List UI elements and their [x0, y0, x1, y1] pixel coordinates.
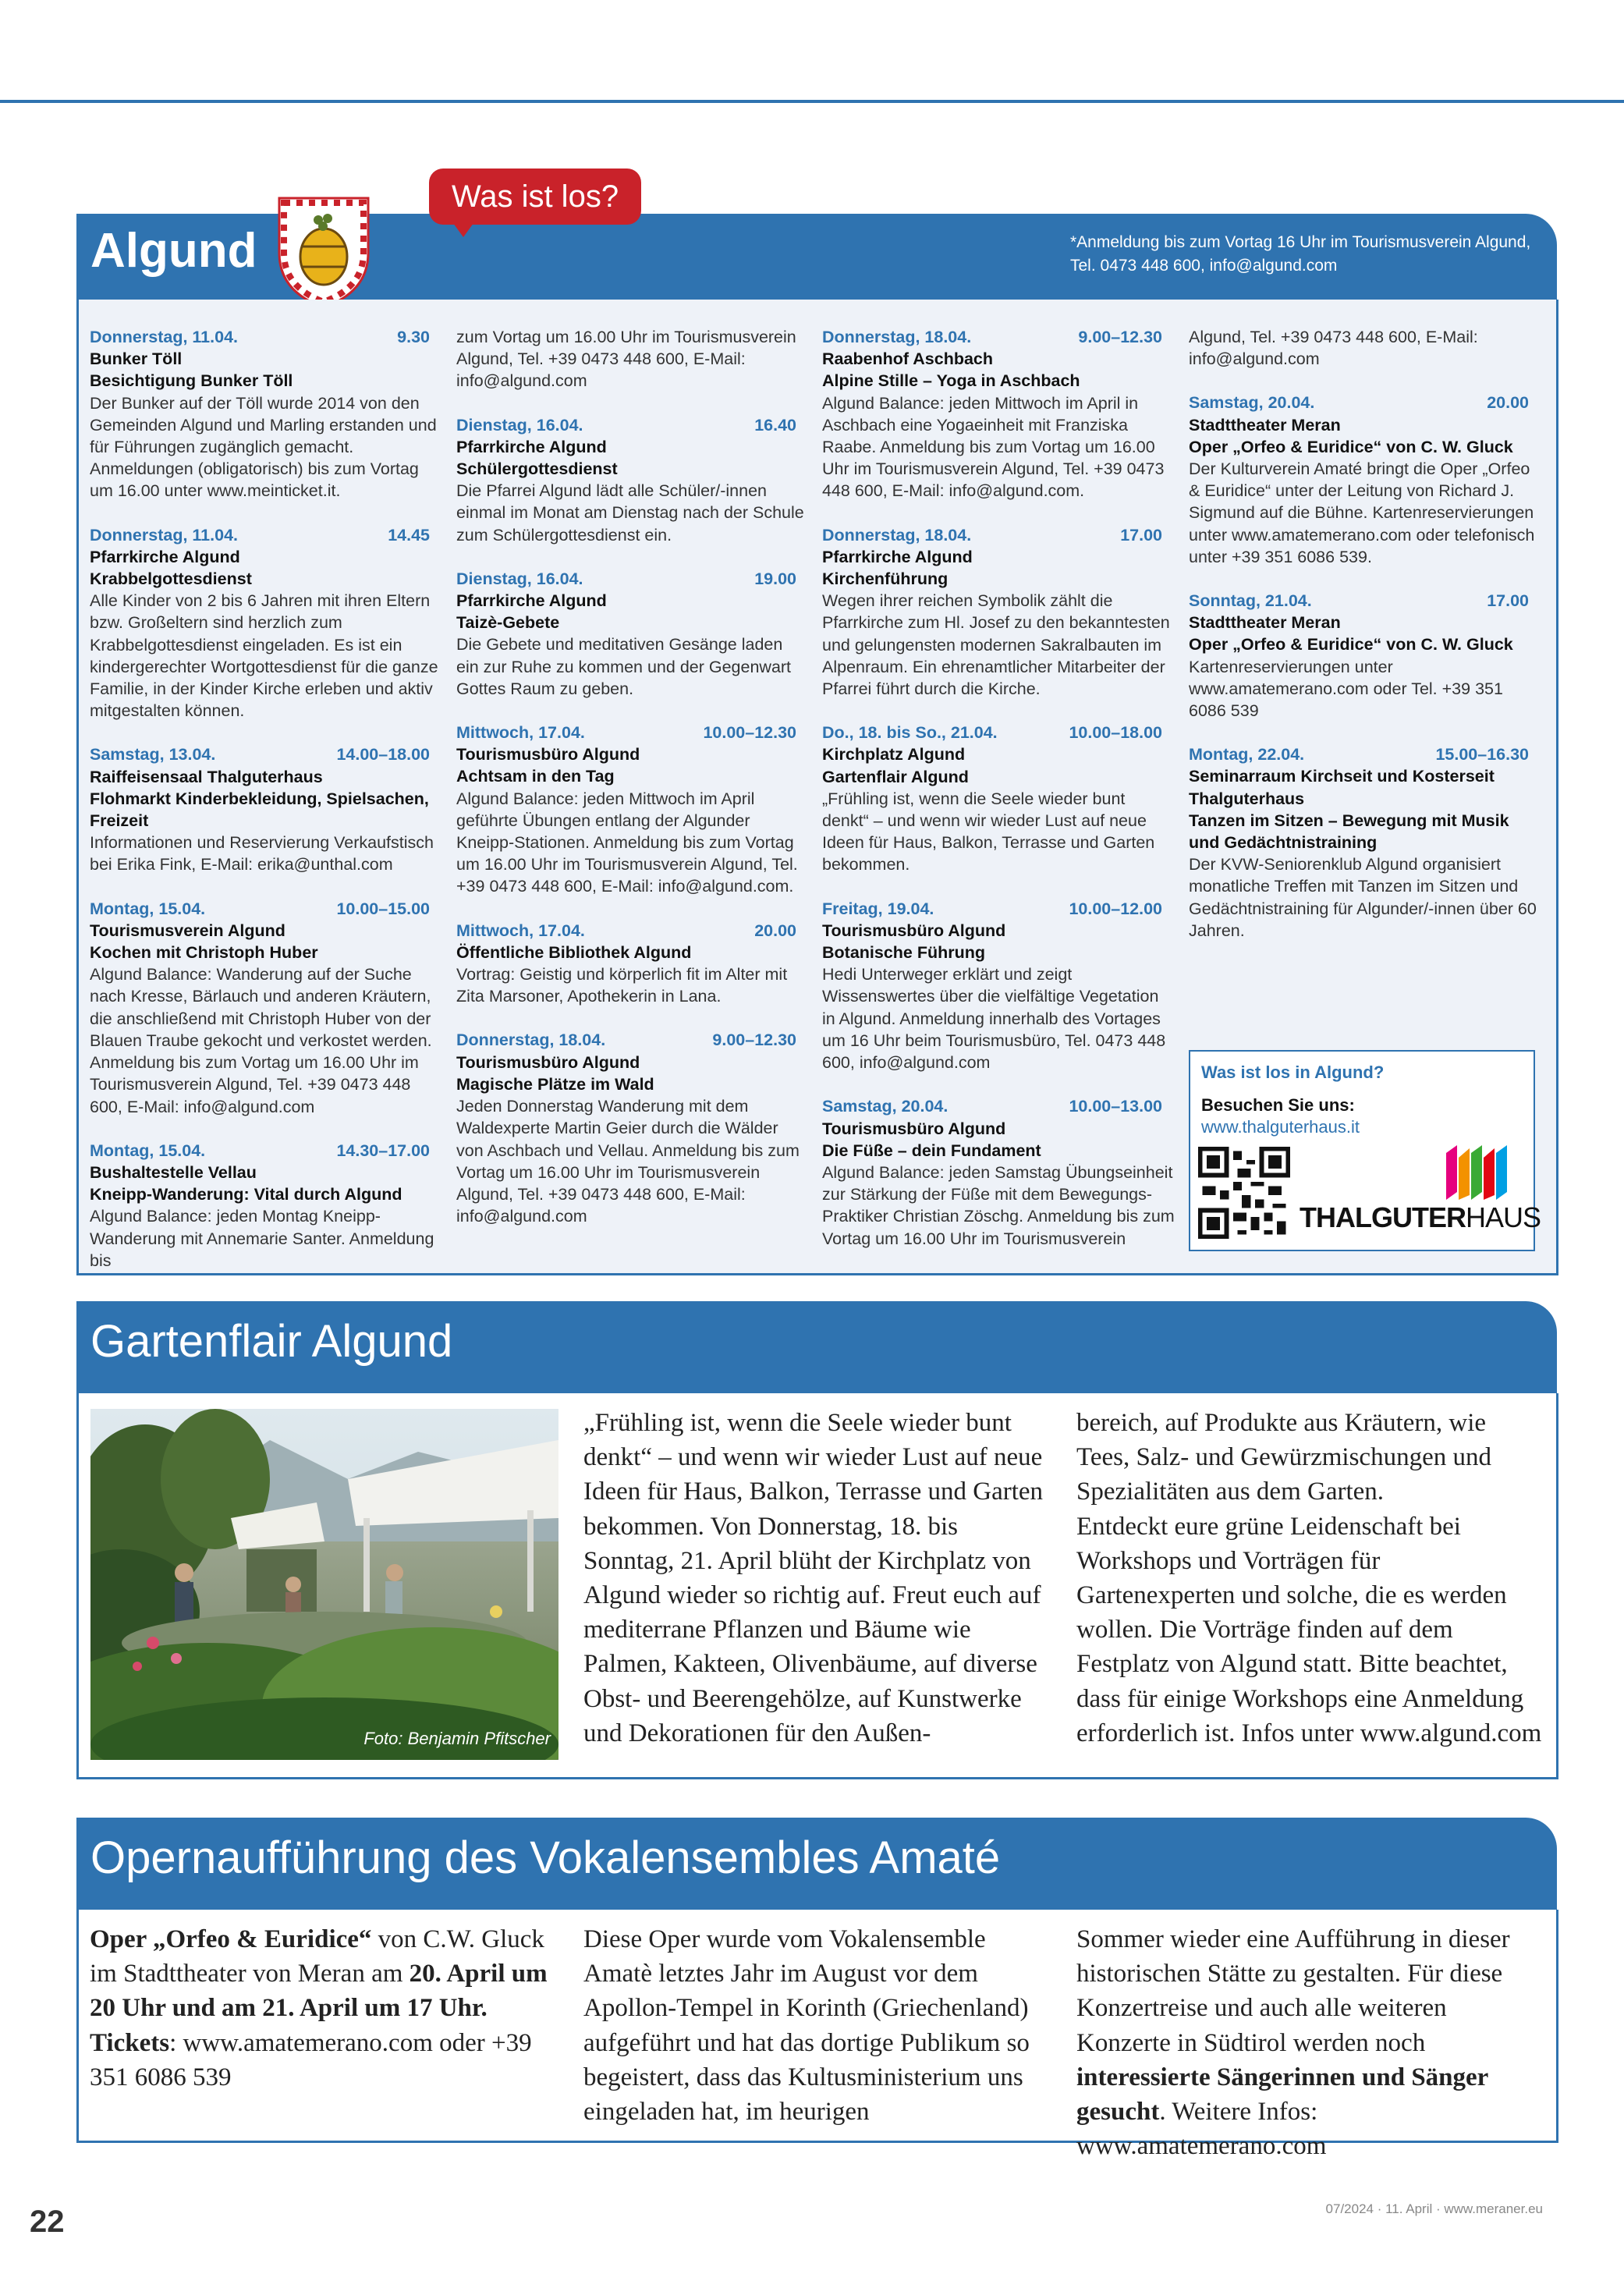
event-item [90, 524, 442, 722]
promo-visit-label: Besuchen Sie uns: [1201, 1095, 1355, 1115]
opera-text-col-3: Sommer wieder eine Aufführung in dieser historischen Stätte zu gestalten. Für diese Konzertreise und auch alle weiteren Konzerte in Südtirol werden noch interessierte Sängerinnen und Sänger gesucht. Weitere Infos: www.amatemerano.com [1076, 1925, 1510, 2161]
event-time: 14.00–18.00 [336, 745, 430, 764]
event-date-row [1189, 743, 1541, 765]
event-item [822, 1095, 1175, 1249]
event-description: Algund Balance: jeden Montag Kneipp-Wanderung mit Annemarie Santer. Anmeldung bis [90, 1207, 434, 1270]
event-date: Do., 18. bis So., 21.04. [822, 723, 998, 743]
event-date-row [456, 414, 809, 436]
event-time: 14.45 [388, 525, 430, 545]
section-title-algund: Algund [90, 224, 257, 278]
event-title: Alpine Stille – Yoga in Aschbach [822, 371, 1080, 391]
event-item [456, 568, 809, 700]
event-date-row [822, 326, 1175, 348]
thalguterhaus-wordmark: THALGUTERHAUS [1300, 1201, 1541, 1233]
garden-text-col-2 [1076, 1406, 1544, 1751]
event-date-row [456, 568, 809, 590]
event-title: Oper „Orfeo & Euridice“ von C. W. Gluck [1189, 635, 1513, 655]
events-column-2 [456, 326, 809, 1249]
event-item [1189, 392, 1541, 568]
event-date-row [90, 1140, 442, 1162]
garden-photo-image [90, 1409, 558, 1760]
event-description: Algund Balance: jeden Mittwoch im April in Aschbach eine Yogaeinheit mit Franziska Raabe. Anmeldung bis zum Vortag um 16.00 Uhr im Tourismusverein Algund, Tel. +39 0473 448 600, E-Mail: info@algund.com. [822, 393, 1165, 501]
event-place: Kirchplatz Algund [822, 745, 966, 764]
event-place: Stadttheater Meran [1189, 613, 1341, 633]
opera-text-col-2: Diese Oper wurde vom Vokalensemble Amatè letztes Jahr im August vor dem Apollon-Tempel in Korinth (Griechenland) aufgeführt und hat das dortige Publikum so begeistert, dass das Kultusministerium uns eingeladen hat, im heurigen [583, 1925, 1030, 2127]
event-item [1189, 326, 1541, 370]
event-date: Donnerstag, 11.04. [90, 525, 238, 545]
event-description: Kartenreservierungen unter www.amatemerano.com oder Tel. +39 351 6086 539 [1189, 657, 1503, 721]
events-column-1 [90, 326, 442, 1293]
event-place: Raabenhof Aschbach [822, 349, 994, 369]
event-date-row [456, 920, 809, 942]
event-time: 20.00 [754, 921, 796, 940]
event-place: Pfarrkirche Algund [456, 437, 607, 456]
opera-text-col-1: Oper „Orfeo & Euridice“ von C.W. Gluck im Stadttheater von Meran am 20. April um 20 Uhr und am 21. April um 17 Uhr. Tickets: www.amatemerano.com oder +39 351 6086 539 [90, 1925, 548, 2091]
event-date-row [1189, 392, 1541, 413]
event-title: Kochen mit Christoph Huber [90, 943, 318, 963]
event-place: Bushaltestelle Vellau [90, 1162, 257, 1182]
event-item [822, 326, 1175, 502]
thalguterhaus-promo [1189, 1050, 1541, 1251]
event-date: Mittwoch, 17.04. [456, 723, 585, 743]
event-item [90, 743, 442, 875]
event-item [822, 898, 1175, 1074]
event-item [822, 722, 1175, 875]
event-description: Algund Balance: jeden Samstag Übungseinheit zur Stärkung der Füße mit dem Bewegungs-Praktiker Christian Zöschg. Anmeldung bis zum Vortag um 16.00 Uhr im Tourismusverein [822, 1162, 1175, 1248]
event-date: Samstag, 13.04. [90, 745, 216, 764]
event-date: Donnerstag, 11.04. [90, 328, 238, 346]
photo-credit: Foto: Benjamin Pfitscher [363, 1729, 551, 1748]
event-place: Bunker Töll [90, 349, 183, 369]
event-date: Freitag, 19.04. [822, 899, 934, 918]
event-time: 15.00–16.30 [1435, 745, 1529, 764]
event-date: Donnerstag, 18.04. [822, 525, 972, 545]
event-date-row [822, 722, 1175, 743]
event-time: 14.30–17.00 [336, 1140, 430, 1160]
event-time: 20.00 [1487, 393, 1529, 413]
event-description: Die Pfarrei Algund lädt alle Schüler/-innen einmal im Monat am Dienstag nach der Schule zum Schülergottesdienst ein. [456, 481, 804, 545]
event-item [456, 722, 809, 898]
event-title: Schülergottesdienst [456, 459, 618, 479]
event-date-row [90, 743, 442, 765]
section-title-gartenflair: Gartenflair Algund [90, 1316, 453, 1367]
footer-info: 07/2024 · 11. April · www.meraner.eu [1325, 2201, 1543, 2216]
garden-market-photo [90, 1409, 558, 1760]
event-time: 19.00 [754, 569, 796, 588]
event-item [90, 1140, 442, 1272]
event-item [822, 524, 1175, 701]
event-date-row [822, 898, 1175, 920]
events-column-4 [1189, 326, 1541, 963]
event-title: Achtsam in den Tag [456, 767, 615, 786]
event-place: Tourismusbüro Algund [456, 745, 640, 764]
event-item [90, 326, 442, 502]
event-date: Donnerstag, 18.04. [822, 328, 972, 346]
event-date: Sonntag, 21.04. [1189, 591, 1312, 611]
event-title: Besichtigung Bunker Töll [90, 371, 293, 391]
event-title: Flohmarkt Kinderbekleidung, Spielsachen, Freizeit [90, 789, 429, 831]
event-date-row [90, 524, 442, 546]
event-time: 9.00–12.30 [712, 1031, 796, 1050]
event-place: Öffentliche Bibliothek Algund [456, 942, 692, 962]
event-description: zum Vortag um 16.00 Uhr im Tourismusverein Algund, Tel. +39 0473 448 600, E-Mail: info@algund.com [456, 328, 796, 391]
event-date-row [1189, 590, 1541, 612]
event-title: Taizè-Gebete [456, 613, 560, 633]
event-date-row [822, 524, 1175, 546]
algund-coat-of-arms-icon [273, 190, 374, 311]
event-description: Informationen und Reservierung Verkaufstisch bei Erika Fink, E-Mail: erika@unthal.com [90, 833, 434, 874]
event-item [456, 1029, 809, 1227]
event-time: 17.00 [1120, 525, 1162, 545]
event-date-row [822, 1095, 1175, 1117]
event-place: Tourismusbüro Algund [456, 1052, 640, 1072]
event-title: Oper „Orfeo & Euridice“ von C. W. Gluck [1189, 437, 1513, 456]
event-title: Botanische Führung [822, 943, 986, 963]
event-date: Mittwoch, 17.04. [456, 921, 585, 940]
event-place: Seminarraum Kirchseit und Kosterseit Thalguterhaus [1189, 767, 1495, 808]
event-place: Pfarrkirche Algund [822, 547, 973, 566]
event-time: 16.40 [754, 415, 796, 435]
event-place: Tourismusverein Algund [90, 921, 285, 940]
event-date: Dienstag, 16.04. [456, 569, 583, 588]
page-number: 22 [30, 2205, 65, 2239]
promo-question: Was ist los in Algund? [1201, 1062, 1385, 1082]
event-time: 10.00–12.30 [703, 723, 796, 743]
event-time: 10.00–18.00 [1069, 723, 1162, 743]
event-description: Die Gebete und meditativen Gesänge laden ein zur Ruhe zu kommen und der Gegenwart Gottes Raum zu geben. [456, 635, 792, 698]
registration-note: *Anmeldung bis zum Vortag 16 Uhr im Tourismusverein Algund, Tel. 0473 448 600, info@algund.com [1070, 233, 1531, 275]
event-date: Samstag, 20.04. [822, 1097, 949, 1116]
event-time: 9.30 [397, 328, 430, 346]
event-title: Kneipp-Wanderung: Vital durch Algund [90, 1185, 402, 1204]
event-description: Algund Balance: Wanderung auf der Suche nach Kresse, Bärlauch und anderen Kräutern, die anschließend mit Christoph Huber von der Blauen Traube gekocht und verkostet werden. Anmeldung bis zum Vortag um 16.00 Uhr im Tourismusverein Algund, Tel. +39 0473 448 600, E-Mail: info@algund.com [90, 965, 432, 1116]
section-title-opera: Opernaufführung des Vokalensembles Amaté [90, 1832, 1001, 1883]
event-description: Hedi Unterweger erklärt und zeigt Wissenswertes über die vielfältige Vegetation in Algund. Anmeldung innerhalb des Vortages um 16 Uhr beim Tourismusbüro, Tel. 0473 448 600, info@algund.com [822, 965, 1166, 1073]
event-date: Dienstag, 16.04. [456, 415, 583, 435]
event-time: 9.00–12.30 [1078, 328, 1162, 346]
event-description: Wegen ihrer reichen Symbolik zählt die Pfarrkirche zum Hl. Josef zu den bekanntesten und gelungensten modernen Sakralbauten im Alpenraum. Ein ehrenamtlicher Mitarbeiter der Pfarrei führt durch die Kirche. [822, 591, 1170, 699]
event-time: 10.00–15.00 [336, 899, 430, 918]
events-column-3 [822, 326, 1175, 1272]
event-title: Kirchenführung [822, 569, 949, 589]
event-date: Donnerstag, 18.04. [456, 1031, 606, 1050]
promo-website-link[interactable]: www.thalguterhaus.it [1201, 1117, 1360, 1137]
event-title: Tanzen im Sitzen – Bewegung mit Musik und Gedächtnistraining [1189, 811, 1509, 853]
event-description: Algund Balance: jeden Mittwoch im April geführte Übungen entlang der Algunder Kneipp-Stationen. Anmeldung bis zum Vortag um 16.00 Uhr im Tourismusverein Algund, Tel. +39 0473 448 600, E-Mail: info@algund.com. [456, 789, 798, 896]
event-description: Jeden Donnerstag Wanderung mit dem Waldexperte Martin Geier durch die Wälder von Aschbach und Vellau. Anmeldung bis zum Vortag um 16.00 Uhr im Tourismusverein Algund, Tel. +39 0473 448 600, E-Mail: info@algund.com [456, 1097, 800, 1226]
event-time: 10.00–12.00 [1069, 899, 1162, 918]
event-date: Samstag, 20.04. [1189, 393, 1315, 413]
event-time: 17.00 [1487, 591, 1529, 611]
event-place: Raiffeisensaal Thalguterhaus [90, 767, 323, 786]
badge-tail [451, 220, 476, 237]
event-description: Vortrag: Geistig und körperlich fit im Alter mit Zita Marsoner, Apothekerin in Lana. [456, 965, 788, 1006]
event-date-row [456, 1029, 809, 1051]
event-place: Tourismusbüro Algund [822, 1119, 1006, 1138]
event-description: Der KVW-Seniorenklub Algund organisiert monatliche Treffen mit Tanzen im Sitzen und Gedächtnistraining für Algunder/-innen über 60 Jahren. [1189, 855, 1537, 940]
event-item [456, 414, 809, 546]
garden-paragraph-2: Entdeckt eure grüne Leidenschaft bei Workshops und Vorträgen für Gartenexperten und solche, die es werden wollen. Die Vorträge finden auf dem Festplatz von Algund statt. Bitte beachtet, dass für einige Workshops eine Anmeldung erforderlich ist. Infos unter www.algund.com [1076, 1512, 1542, 1747]
event-description: Algund, Tel. +39 0473 448 600, E-Mail: info@algund.com [1189, 328, 1478, 369]
event-item [1189, 743, 1541, 942]
event-place: Pfarrkirche Algund [90, 547, 240, 566]
event-title: Krabbelgottesdienst [90, 569, 252, 589]
event-description: Der Bunker auf der Töll wurde 2014 von den Gemeinden Algund und Marling erstanden und für Führungen zugänglich gemacht. Anmeldungen (obligatorisch) bis zum Vortag um 16.00 unter www.meinticket.it. [90, 393, 437, 501]
garden-text-col-1: „Frühling ist, wenn die Seele wieder bunt denkt“ – und wenn wir wieder Lust auf neue Ideen für Haus, Balkon, Terrasse und Garten bekommen. Von Donnerstag, 18. bis Sonntag, 21. April blüht der Kirchplatz von Algund wieder so richtig auf. Freut euch auf mediterrane Pflanzen und Bäume wie Palmen, Kakteen, Olivenbäume, auf diverse Obst- und Beerengehölze, auf Kunstwerke und Dekorationen für den Außen- [583, 1409, 1044, 1747]
event-place: Pfarrkirche Algund [456, 591, 607, 611]
event-place: Stadttheater Meran [1189, 415, 1341, 435]
event-date: Montag, 22.04. [1189, 745, 1305, 764]
event-description: Alle Kinder von 2 bis 6 Jahren mit ihren Eltern bzw. Großeltern sind herzlich zum Krabbelgottesdienst eingeladen. Es ist ein kindergerechter Wortgottesdienst für die ganze Familie, in der Kinder Kirche erleben und aktiv mitgestalten können. [90, 591, 438, 721]
event-item [1189, 590, 1541, 722]
event-date-row [90, 898, 442, 920]
was-ist-los-badge: Was ist los? [429, 169, 641, 225]
event-date: Montag, 15.04. [90, 899, 206, 918]
top-rule [0, 100, 1624, 103]
garden-paragraph-1: bereich, auf Produkte aus Kräutern, wie Tees, Salz- und Gewürzmischungen und Spezialitäten aus dem Garten. [1076, 1409, 1491, 1506]
event-description: „Frühling ist, wenn die Seele wieder bunt denkt“ – und wenn wir wieder Lust auf neue Ideen für Haus, Balkon, Terrasse und Garten bekommen. [822, 789, 1155, 874]
event-place: Tourismusbüro Algund [822, 921, 1006, 940]
event-title: Magische Plätze im Wald [456, 1074, 654, 1094]
event-time: 10.00–13.00 [1069, 1097, 1162, 1116]
event-title: Die Füße – dein Fundament [822, 1140, 1041, 1160]
event-description: Der Kulturverein Amaté bringt die Oper „Orfeo & Euridice“ unter der Leitung von Richard J. Sigmund auf die Bühne. Kartenreservierungen unter www.amatemerano.com oder telefonisch unter +39 351 6086 539. [1189, 459, 1535, 566]
qr-code-icon[interactable] [1198, 1147, 1290, 1239]
event-item [456, 920, 809, 1008]
event-date-row [90, 326, 442, 348]
event-item [90, 898, 442, 1118]
event-date-row [456, 722, 809, 743]
event-title: Gartenflair Algund [822, 767, 969, 786]
event-date: Montag, 15.04. [90, 1140, 206, 1160]
event-item [456, 326, 809, 392]
